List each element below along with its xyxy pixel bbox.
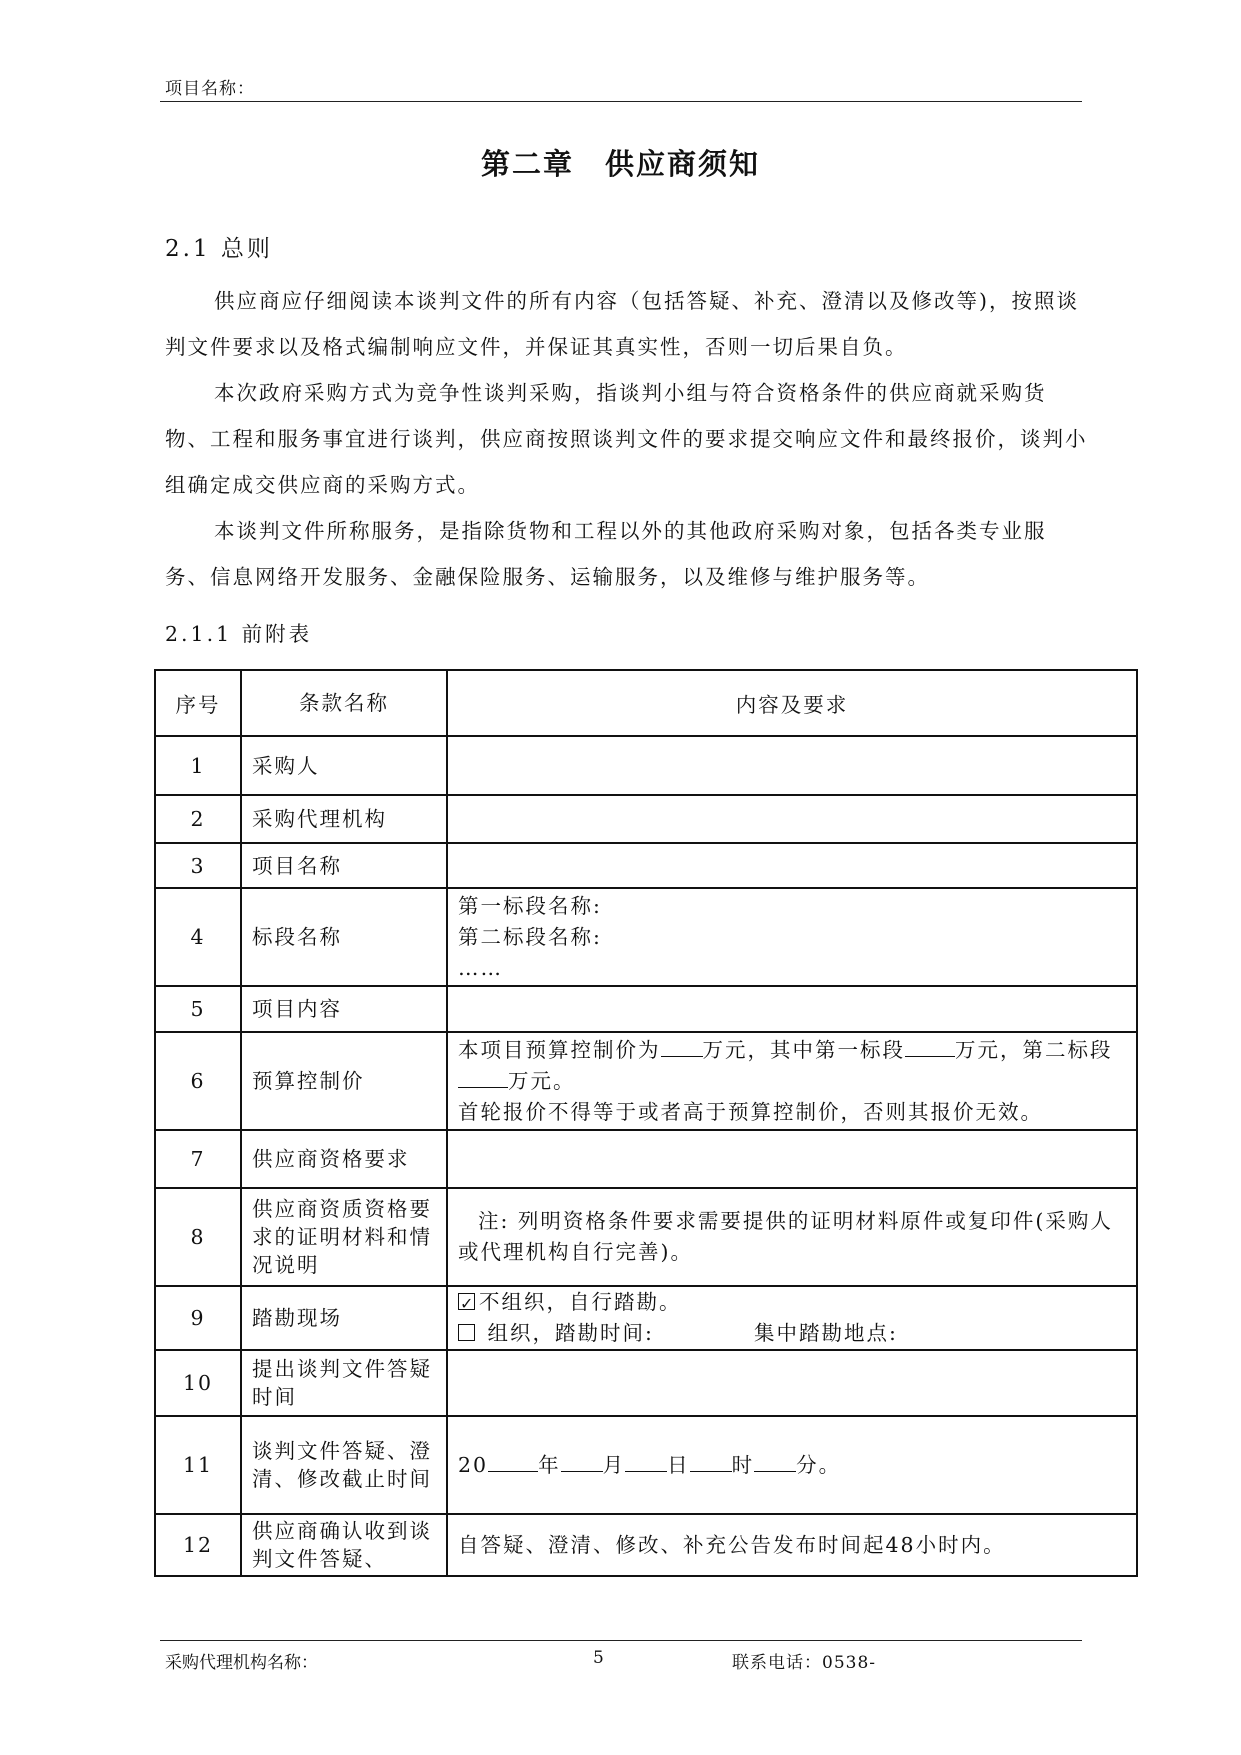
table-row [155,1188,1137,1286]
header-content: 内容及要求 [447,670,1137,736]
site-visit-option-1 [458,1287,1126,1318]
table-row [155,1286,1137,1350]
minute-blank [754,1451,796,1472]
preface-table [154,669,1138,1577]
budget-lot1-blank [905,1036,955,1057]
date-hour-label: 时 [731,1452,755,1477]
checkbox-icon[interactable] [458,1324,475,1341]
row-name: 采购代理机构 [241,795,447,843]
row-content [447,795,1137,843]
section-title: 2.1 总则 [165,236,273,262]
table-header-row [155,670,1137,736]
row-name: 标段名称 [241,888,447,986]
table-row [155,1130,1137,1188]
table-row [155,1514,1137,1576]
date-day-label: 日 [667,1452,690,1477]
budget-text-3: 万元，第二标段 [955,1037,1113,1062]
row-name: 供应商资格要求 [241,1130,447,1188]
option-2-location-label: 集中踏勘地点: [753,1321,898,1345]
budget-total-blank [661,1036,703,1057]
option-1-label: 不组织，自行踏勘。 [479,1290,682,1314]
row-no: 12 [155,1514,241,1576]
table-row [155,986,1137,1032]
header-divider [160,101,1082,102]
row-content: 注: 列明资格条件要求需要提供的证明材料原件或复印件(采购人或代理机构自行完善)。 [447,1188,1137,1286]
row-no: 1 [155,736,241,795]
paragraph-2: 本次政府采购方式为竞争性谈判采购，指谈判小组与符合资格条件的供应商就采购货物、工程和服务事宜进行谈判，供应商按照谈判文件的要求提交响应文件和最终报价，谈判小组确定成交供应商的采购方式。 [165,381,1088,497]
paragraph-1: 供应商应仔细阅读本谈判文件的所有内容（包括答疑、补充、澄清以及修改等)，按照谈判文件要求以及格式编制响应文件，并保证其真实性，否则一切后果自负。 [165,289,1079,359]
day-blank [625,1451,667,1472]
checked-checkbox-icon[interactable] [458,1293,475,1310]
hour-blank [690,1451,732,1472]
row-content [447,986,1137,1032]
option-2-label: 组织，踏勘时间: [487,1321,654,1345]
lot-1-name: 第一标段名称: [458,893,602,918]
row-content [447,843,1137,888]
row-name: 项目内容 [241,986,447,1032]
budget-lot2-blank [458,1067,508,1088]
header-no: 序号 [155,670,241,736]
row-name: 供应商确认收到谈判文件答疑、 [241,1514,447,1576]
table-row [155,795,1137,843]
footer-agency: 采购代理机构名称： [165,1653,318,1673]
row-content [447,736,1137,795]
row-content [447,1130,1137,1188]
row-name: 项目名称 [241,843,447,888]
month-blank [561,1451,603,1472]
subsection-title: 2.1.1 前附表 [165,622,313,646]
row-content [447,1416,1137,1514]
row-no: 6 [155,1032,241,1130]
footer-divider [160,1640,1082,1641]
row-no: 9 [155,1286,241,1350]
row-no: 3 [155,843,241,888]
lot-more: …… [458,955,503,980]
header-clause: 条款名称 [241,670,447,736]
date-month-label: 月 [602,1452,626,1477]
table-row [155,1032,1137,1130]
page-header: 项目名称： [165,79,255,99]
row-no: 8 [155,1188,241,1286]
row-no: 2 [155,795,241,843]
row-no: 5 [155,986,241,1032]
row-name: 供应商资质资格要求的证明材料和情况说明 [241,1188,447,1286]
row-no: 11 [155,1416,241,1514]
date-year-prefix: 20 [458,1452,489,1477]
table-row [155,888,1137,986]
row-content [447,1032,1137,1130]
date-minute-label: 分。 [796,1452,842,1477]
row-content: 自答疑、澄清、修改、补充公告发布时间起48小时内。 [447,1514,1137,1576]
row-name: 谈判文件答疑、澄清、修改截止时间 [241,1416,447,1514]
site-visit-option-2 [458,1318,1126,1349]
row-name: 提出谈判文件答疑时间 [241,1350,447,1416]
footer-phone: 联系电话：0538- [732,1653,877,1673]
row-name: 采购人 [241,736,447,795]
budget-text-1: 本项目预算控制价为 [458,1037,661,1062]
page-number: 5 [593,1648,604,1668]
row-content [447,1350,1137,1416]
row-no: 10 [155,1350,241,1416]
year-blank [488,1451,538,1472]
row-content [447,888,1137,986]
row-no: 7 [155,1130,241,1188]
row-name: 踏勘现场 [241,1286,447,1350]
date-year-label: 年 [538,1452,561,1477]
table-row [155,1416,1137,1514]
budget-text-2: 万元，其中第一标段 [702,1037,905,1062]
budget-note: 首轮报价不得等于或者高于预算控制价，否则其报价无效。 [458,1099,1043,1124]
chapter-title: 第二章 供应商须知 [480,147,760,181]
row-no: 4 [155,888,241,986]
row-content [447,1286,1137,1350]
paragraph-3: 本谈判文件所称服务，是指除货物和工程以外的其他政府采购对象，包括各类专业服务、信息网络开发服务、金融保险服务、运输服务，以及维修与维护服务等。 [165,519,1047,589]
row-name: 预算控制价 [241,1032,447,1130]
budget-text-4: 万元。 [508,1068,576,1093]
lot-2-name: 第二标段名称: [458,924,602,949]
table-row [155,736,1137,795]
table-row [155,1350,1137,1416]
table-row [155,843,1137,888]
